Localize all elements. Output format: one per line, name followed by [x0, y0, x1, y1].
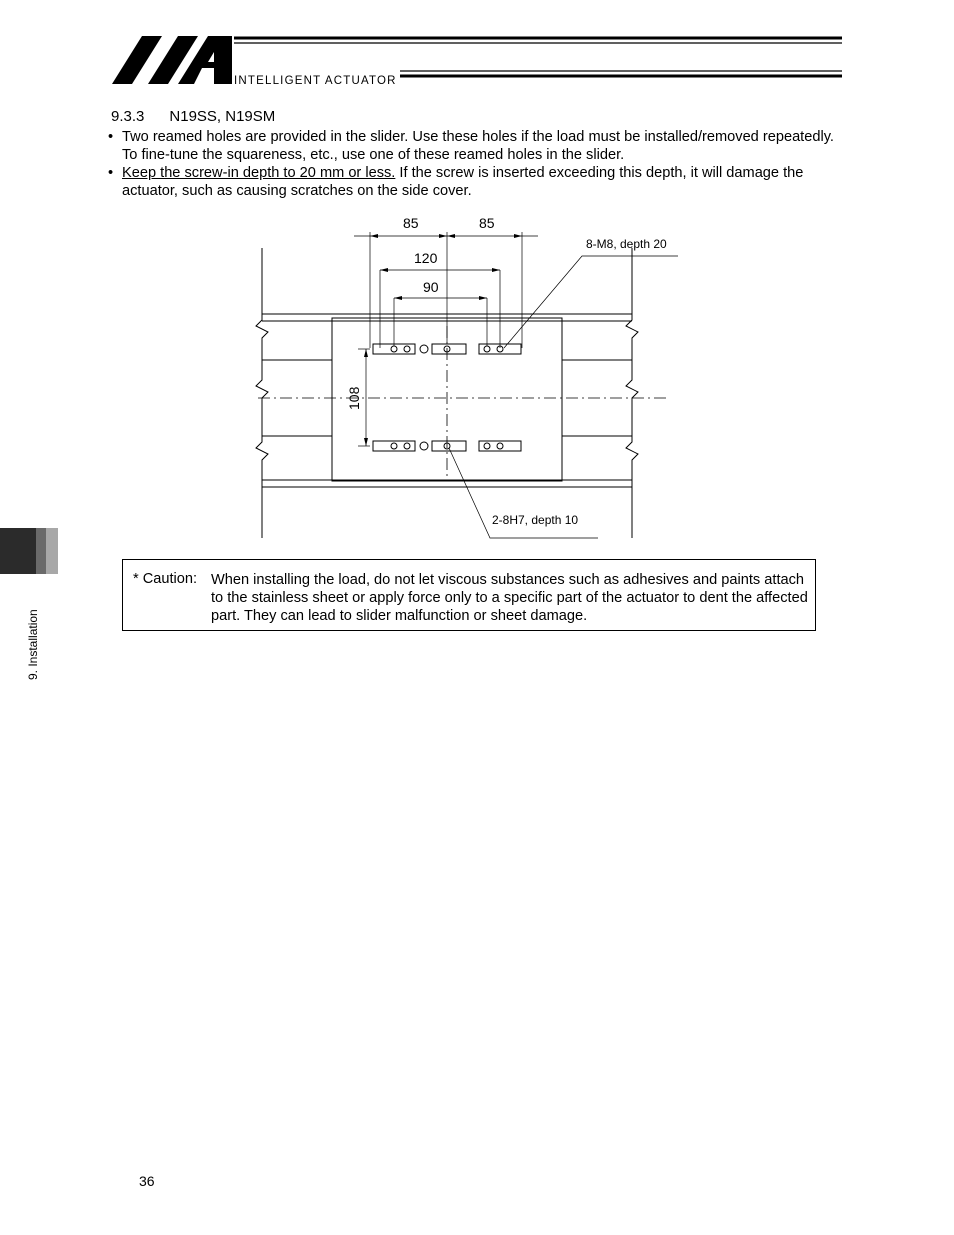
- section-number: 9.3.3: [111, 108, 145, 125]
- bullet-text-wrapper: [108, 164, 838, 200]
- dim-85-right: 85: [479, 215, 495, 231]
- chapter-tab-marker: [0, 528, 58, 574]
- callout-2-8h7: 2-8H7, depth 10: [492, 513, 579, 527]
- caution-box: [122, 559, 816, 631]
- bullet-text: Two reamed holes are provided in the slider. Use these holes if the load must be installed/removed repeatedly. To fine-tune the squareness, etc., use one of these reamed holes in the slider.: [122, 129, 834, 163]
- bullet-warning-underlined: Keep the screw-in depth to 20 mm or less.: [122, 165, 396, 181]
- caution-text: When installing the load, do not let viscous substances such as adhesives and paints attach to the stainless sheet or apply force only to a specific part of the actuator to dent the affected part. They can lead to slider malfunction or sheet damage.: [211, 572, 808, 624]
- brand-text: INTELLIGENT ACTUATOR: [234, 75, 397, 87]
- bullet-reamed-holes: [108, 128, 838, 164]
- dim-108: 108: [346, 386, 362, 410]
- bullet-dot: •: [108, 165, 114, 181]
- dim-90: 90: [423, 279, 439, 295]
- bullet-warning-rest: If the screw is inserted exceeding this depth, it will damage the actuator, such as causing scratches on the side cover.: [122, 165, 804, 199]
- slider-mounting-drawing: [248, 208, 678, 548]
- bullet-screw-depth: [108, 164, 838, 200]
- section-heading: [111, 108, 275, 125]
- chapter-label: 9. Installation: [26, 609, 40, 680]
- iai-logo: [110, 32, 845, 90]
- bullet-dot: •: [108, 129, 114, 145]
- callout-8-m8: 8-M8, depth 20: [586, 237, 667, 251]
- caution-label: * Caution:: [133, 571, 198, 587]
- page-number: 36: [139, 1173, 155, 1189]
- dim-85-left: 85: [403, 215, 419, 231]
- section-title: N19SS, N19SM: [169, 108, 276, 125]
- dim-120: 120: [414, 250, 438, 266]
